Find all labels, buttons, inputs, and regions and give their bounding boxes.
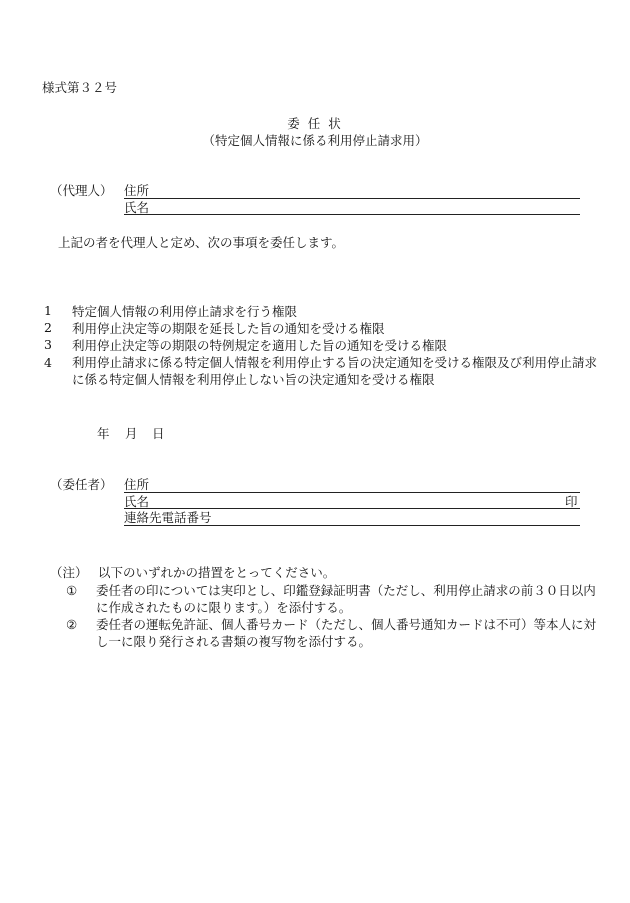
seal-mark: 印 bbox=[565, 494, 578, 509]
note-text bbox=[96, 582, 606, 616]
agent-name-label: 氏名 bbox=[124, 200, 150, 215]
agent-address-label: 住所 bbox=[124, 183, 150, 198]
document-title: 委 任 状 bbox=[287, 116, 343, 131]
list-item-number: 1 bbox=[44, 303, 52, 318]
list-item-4-text: 利用停止請求に係る特定個人情報を利用停止する旨の決定通知を受ける権限及び利用停止請求に係る特定個人情報を利用停止しない旨の決定通知を受ける権限 bbox=[72, 355, 598, 387]
agent-name-line[interactable] bbox=[124, 214, 580, 215]
principal-name-label: 氏名 bbox=[124, 494, 150, 509]
note-1-text: 委任者の印については実印とし、印鑑登録証明書（ただし、利用停止請求の前３０日以内に作成されたものに限ります。）を添付する。 bbox=[96, 583, 596, 615]
list-item bbox=[44, 320, 614, 337]
note-2-text: 委任者の運転免許証、個人番号カード（ただし、個人番号通知カードは不可）等本人に対し一に限り発行される書類の複写物を添付する。 bbox=[96, 617, 597, 649]
date-month-label: 月 bbox=[125, 426, 138, 441]
document-subtitle: （特定個人情報に係る利用停止請求用） bbox=[202, 133, 428, 148]
note-text bbox=[96, 616, 606, 650]
notes-label: （注） bbox=[50, 565, 88, 580]
form-number: 様式第３２号 bbox=[42, 80, 118, 95]
principal-phone-label: 連絡先電話番号 bbox=[124, 510, 212, 525]
principal-name-line[interactable] bbox=[124, 508, 580, 509]
agent-label: （代理人） bbox=[50, 183, 113, 198]
list-item-text bbox=[72, 354, 608, 388]
delegation-statement: 上記の者を代理人と定め、次の事項を委任します。 bbox=[58, 235, 345, 250]
list-item-number: 2 bbox=[44, 320, 52, 335]
list-item-number: 3 bbox=[44, 337, 52, 352]
list-item-number: 4 bbox=[44, 355, 52, 370]
note-mark: ② bbox=[66, 617, 78, 632]
list-item bbox=[44, 337, 614, 354]
principal-address-label: 住所 bbox=[124, 477, 150, 492]
list-item-text: 特定個人情報の利用停止請求を行う権限 bbox=[72, 304, 298, 319]
date-year-label: 年 bbox=[97, 426, 110, 441]
agent-address-line[interactable] bbox=[124, 198, 580, 199]
list-item bbox=[44, 303, 614, 320]
principal-address-line[interactable] bbox=[124, 492, 580, 493]
list-item-text: 利用停止決定等の期限の特例規定を適用した旨の通知を受ける権限 bbox=[72, 338, 448, 353]
notes-intro: 以下のいずれかの措置をとってください。 bbox=[98, 565, 336, 580]
note-mark: ① bbox=[66, 583, 78, 598]
principal-label: （委任者） bbox=[50, 477, 113, 492]
principal-phone-line[interactable] bbox=[124, 525, 580, 526]
list-item-text: 利用停止決定等の期限を延長した旨の通知を受ける権限 bbox=[72, 321, 385, 336]
date-day-label: 日 bbox=[152, 426, 165, 441]
